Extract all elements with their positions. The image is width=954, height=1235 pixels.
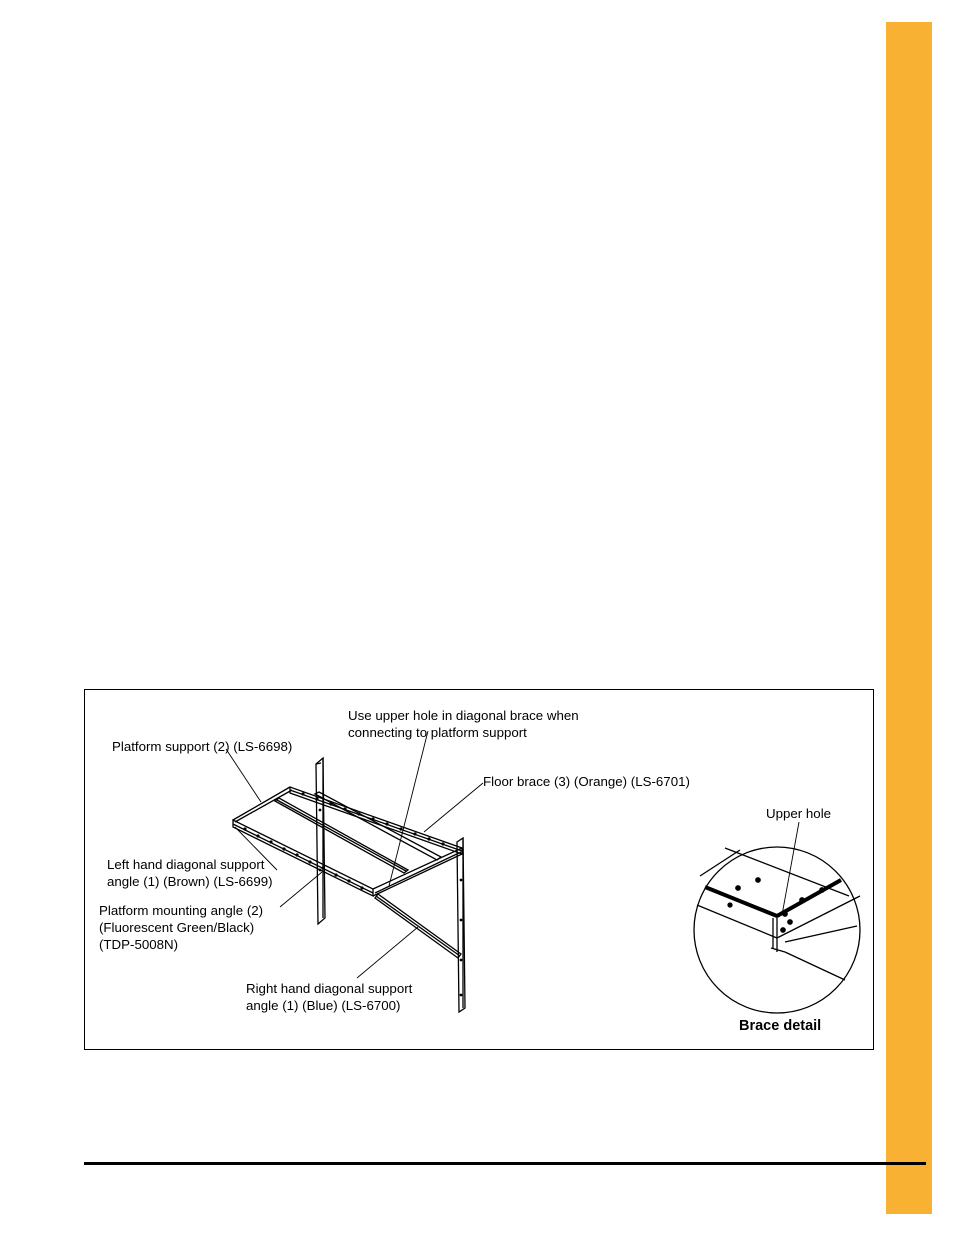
brace-detail-drawing xyxy=(694,847,860,1013)
brace-detail-caption: Brace detail xyxy=(739,1018,822,1034)
platform-mounting-label: Platform mounting angle (2) (Fluorescent Green/Black) (TDP-5008N) xyxy=(99,903,264,952)
leader-lines xyxy=(226,731,799,978)
left-mounting-angle xyxy=(316,758,325,924)
chapter-side-tab xyxy=(886,22,932,1214)
platform-support-label: Platform support (2) (LS-6698) xyxy=(112,739,293,754)
frame-holes xyxy=(243,792,462,996)
right-mounting-angle xyxy=(457,838,465,1012)
floor-brace-label: Floor brace (3) (Orange) (LS-6701) xyxy=(483,774,690,789)
platform-assembly-figure xyxy=(84,689,874,1050)
right-diagonal-support xyxy=(375,894,461,958)
upper-hole-label: Upper hole xyxy=(766,806,832,821)
right-hand-diagonal-label: Right hand diagonal support angle (1) (Blue) (LS-6700) xyxy=(246,981,413,1013)
footer-rule xyxy=(84,1162,926,1165)
left-hand-diagonal-label: Left hand diagonal support angle (1) (Brown) (LS-6699) xyxy=(107,857,273,889)
use-upper-hole-label: Use upper hole in diagonal brace when connecting to platform support xyxy=(348,708,579,740)
